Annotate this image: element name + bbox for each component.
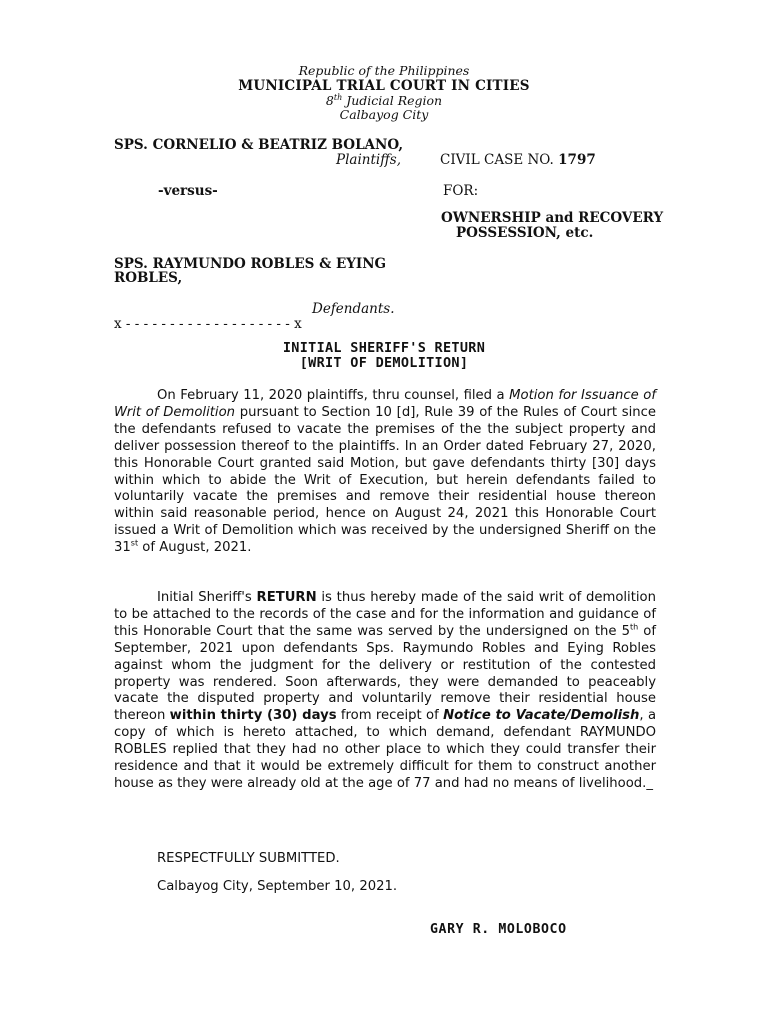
- versus-label: -versus-: [158, 183, 218, 199]
- document-subtitle: [WRIT OF DEMOLITION]: [299, 355, 469, 371]
- document-title: INITIAL SHERIFF'S RETURN: [282, 340, 486, 356]
- place-and-date: Calbayog City, September 10, 2021.: [157, 879, 398, 894]
- judicial-region: 8th Judicial Region: [325, 93, 443, 109]
- plaintiffs-names: SPS. CORNELIO & BEATRIZ BOLANO,: [114, 137, 404, 153]
- case-nature-line2: POSSESSION, etc.: [456, 225, 594, 241]
- court-name: MUNICIPAL TRIAL COURT IN CITIES: [238, 78, 530, 94]
- body-paragraph-2: Initial Sheriff's RETURN is thus hereby made of the said writ of demolition to be attached to the records of the case and for the information and guidance of this Honorable Court that the same was served by the undersigned on the 5th of September, 2021 upon defendants Sps. Raymundo Robles and Eying Robles against whom the judgment for the delivery or restitution of the contested property was rendered. Soon afterwards, they were demanded to peaceably vacate the disputed property and voluntarily remove their residential house thereon within thirty (30) days from receipt of Notice to Vacate/Demolish, a copy of which is hereto attached, to which demand, defendant RAYMUNDO ROBLES replied that they had no other place to which they could transfer their residence and that it would be extremely difficult for them to construct another house as they were already old at the age of 77 and had no means of livelihood._: [114, 590, 657, 791]
- republic-line: Republic of the Philippines: [298, 63, 470, 78]
- defendants-names-line2: ROBLES,: [114, 270, 183, 286]
- body-paragraph-1: On February 11, 2020 plaintiffs, thru counsel, filed a Motion for Issuance of Writ of Demolition pursuant to Section 10 [d], Rule 39 of the Rules of Court since the defendants refused to vacate the premises of the the subject property and deliver possession thereof to the plaintiffs. In an Order dated February 27, 2020, this Honorable Court granted said Motion, but gave defendants thirty [30] days within which to abide the Writ of Execution, but herein defendants failed to voluntarily vacate the premises and remove their residential house thereon within said reasonable period, hence on August 24, 2021 this Honorable Court issued a Writ of Demolition which was received by the undersigned Sheriff on the 31st of August, 2021.: [114, 388, 656, 556]
- for-label: FOR:: [443, 183, 479, 199]
- signatory-name: GARY R. MOLOBOCO: [430, 922, 567, 937]
- civil-case-no: CIVIL CASE NO. 1797: [440, 152, 596, 168]
- caption-separator: x - - - - - - - - - - - - - - - - - - - x: [114, 316, 302, 332]
- case-nature-line1: OWNERSHIP and RECOVERY: [441, 210, 664, 226]
- court-city: Calbayog City: [339, 107, 429, 122]
- respectfully-submitted: RESPECTFULLY SUBMITTED.: [157, 851, 340, 866]
- plaintiffs-role: Plaintiffs,: [336, 152, 401, 168]
- defendants-names-line1: SPS. RAYMUNDO ROBLES & EYING: [114, 256, 387, 272]
- defendants-role: Defendants.: [312, 301, 395, 317]
